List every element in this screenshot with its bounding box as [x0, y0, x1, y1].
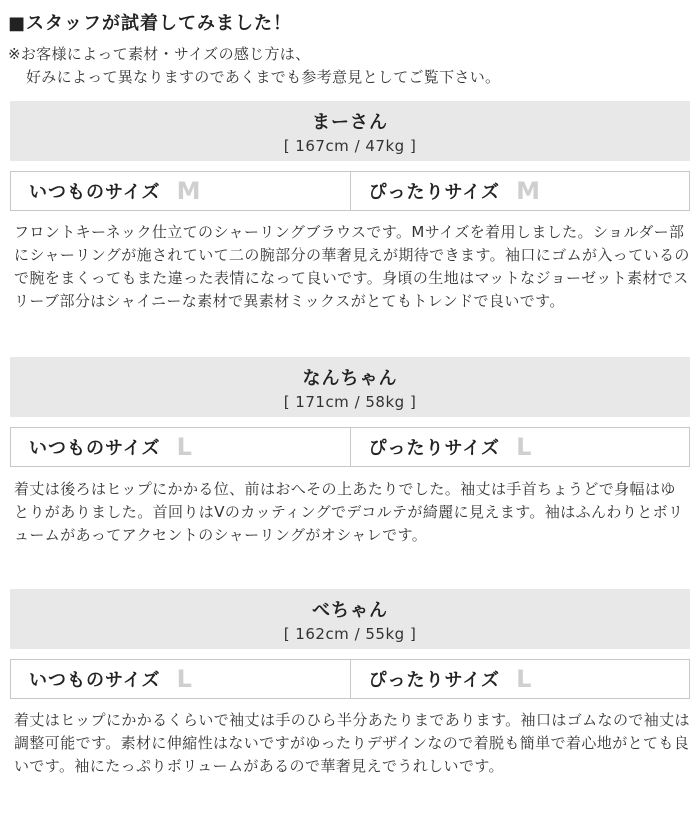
- usual-size-label: いつものサイズ: [29, 182, 161, 203]
- staff-comment: 着丈は後ろはヒップにかかる位、前はおへその上あたりでした。袖丈は手首ちょうどで身幅はゆとりがありました。首回りはVのカッティングでデコルテが綺麗に見えます。袖はふんわりとボリュームがあってアクセントのシャーリングがオシャレです。: [14, 480, 684, 544]
- usual-size-cell: [11, 172, 350, 210]
- staff-stats: [ 171cm / 58kg ]: [283, 393, 417, 411]
- fit-size-label: ぴったりサイズ: [368, 438, 501, 459]
- usual-size-label: いつものサイズ: [29, 670, 161, 691]
- usual-size-label: いつものサイズ: [29, 438, 161, 459]
- fit-size-label: ぴったりサイズ: [368, 670, 501, 691]
- staff-name: べちゃん: [312, 600, 388, 621]
- page-heading: ■スタッフが試着してみました！: [8, 13, 293, 34]
- usual-size-value: M: [176, 177, 201, 205]
- fit-size-value: M: [516, 177, 540, 205]
- usual-size-cell: [11, 428, 350, 466]
- usual-size-value: L: [176, 433, 192, 461]
- size-table: [10, 171, 690, 211]
- size-table: [10, 659, 690, 699]
- usual-size-value: L: [176, 665, 192, 693]
- staff-header: [10, 101, 690, 161]
- staff-stats: [ 167cm / 47kg ]: [283, 137, 417, 155]
- staff-name: なんちゃん: [302, 368, 398, 389]
- fit-size-label: ぴったりサイズ: [368, 182, 501, 203]
- staff-comment: フロントキーネック仕立てのシャーリングブラウスです。Mサイズを着用しました。ショルダー部にシャーリングが施されていて二の腕部分の華奢見えが期待できます。袖口にゴムが入っているので腕をまくってもまた違った表情になって良いです。身頃の生地はマットなジョーゼット素材でスリーブ部分はシャイニーな素材で異素材ミックスがとてもトレンドで良いです。: [14, 223, 690, 310]
- usual-size-cell: [11, 660, 350, 698]
- fit-size-cell: [350, 172, 690, 210]
- fit-size-cell: [350, 660, 690, 698]
- staff-header: [10, 589, 690, 649]
- size-table: [10, 427, 690, 467]
- disclaimer-line-2: 好みによって異なりますのであくまでも参考意見としてご覧下さい。: [26, 68, 501, 86]
- disclaimer-line-1: ※お客様によって素材・サイズの感じ方は、: [8, 45, 311, 63]
- staff-comment: 着丈はヒップにかかるくらいで袖丈は手のひら半分あたりまであります。袖口はゴムなので袖丈は調整可能です。素材に伸縮性はないですがゆったりデザインなので着脱も簡単で着心地がとても良いです。袖にたっぷりボリュームがあるので華奢見えでうれしいです。: [14, 711, 690, 775]
- fit-size-value: L: [516, 433, 532, 461]
- staff-header: [10, 357, 690, 417]
- staff-stats: [ 162cm / 55kg ]: [283, 625, 417, 643]
- staff-name: まーさん: [312, 112, 388, 133]
- fit-size-cell: [350, 428, 690, 466]
- fit-size-value: L: [516, 665, 532, 693]
